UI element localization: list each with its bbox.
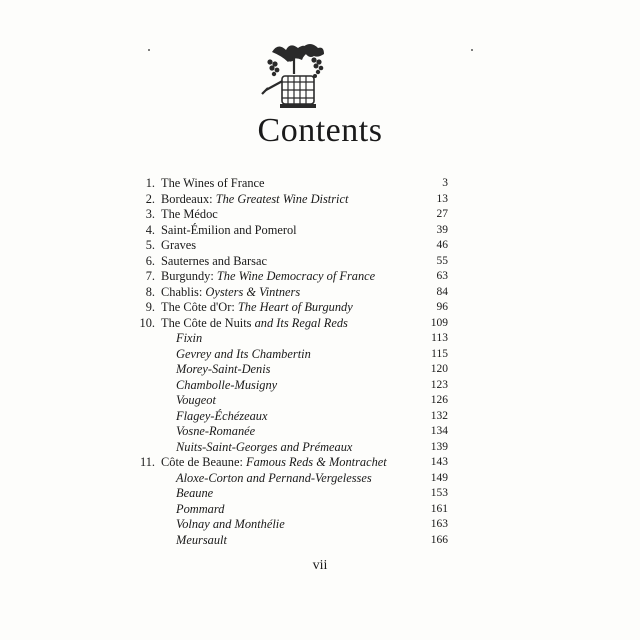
toc-entry-title-text: The Côte d'Or: (161, 300, 238, 314)
toc-entry-title-text: Beaune (176, 486, 214, 500)
toc-entry-title (161, 254, 267, 270)
toc-entry-subtitle: Famous Reds & Montrachet (246, 455, 387, 469)
table-of-contents (130, 176, 448, 548)
toc-entry-title (176, 409, 268, 425)
toc-entry-page-number: 153 (430, 487, 448, 499)
toc-subentry[interactable] (130, 533, 448, 549)
toc-entry-title (161, 192, 348, 208)
toc-entry-number: 1. (145, 176, 155, 190)
toc-entry-title-text: Burgundy: (161, 269, 217, 283)
toc-subentry[interactable] (130, 393, 448, 409)
toc-entry-number: 9. (145, 300, 155, 314)
toc-entry-number: 5. (145, 238, 155, 252)
toc-subentry[interactable] (130, 424, 448, 440)
toc-entry-title-text: Sauternes and Barsac (161, 253, 267, 268)
toc-entry-number: 3. (145, 207, 155, 221)
toc-entry-title (161, 455, 387, 471)
toc-entry-page-number: 123 (430, 378, 448, 391)
toc-entry[interactable] (130, 238, 448, 254)
toc-entry-title (176, 471, 372, 487)
toc-subentry[interactable] (130, 471, 448, 487)
toc-entry-title-text: Chablis: (161, 284, 206, 299)
toc-entry-title-text: The Côte de Nuits (161, 315, 255, 330)
toc-entry-title-text: Nuits-Saint-Georges and Prémeaux (176, 439, 353, 454)
toc-subentry[interactable] (130, 331, 448, 347)
toc-entry-title-text: Vosne-Romanée (176, 424, 256, 438)
toc-entry-title-text: Aloxe-Corton and Pernand-Vergelesses (176, 470, 372, 485)
wine-press-vignette-icon (258, 40, 330, 110)
toc-entry-page-number: 27 (436, 208, 448, 220)
toc-entry-title (161, 269, 375, 285)
toc-entry-title-text: Gevrey and Its Chambertin (176, 346, 311, 361)
toc-entry[interactable] (130, 207, 448, 223)
toc-entry-number: 2. (145, 191, 155, 206)
toc-entry-title (176, 424, 255, 440)
toc-entry-subtitle: and Its Regal Reds (254, 315, 348, 330)
toc-entry[interactable] (130, 223, 448, 239)
toc-entry-title-text: Côte de Beaune: (161, 455, 246, 469)
toc-entry-title (161, 223, 297, 239)
toc-entry-page-number: 120 (430, 363, 448, 375)
toc-entry-page-number: 3 (442, 177, 448, 189)
toc-entry-title-text: Vougeot (176, 393, 216, 407)
toc-subentry[interactable] (130, 378, 448, 394)
toc-entry-title (161, 238, 196, 254)
toc-entry-title (176, 347, 311, 363)
toc-entry-page-number: 113 (431, 332, 448, 344)
toc-entry-title (176, 393, 216, 409)
toc-entry-page-number: 96 (436, 301, 448, 313)
toc-entry-title (161, 285, 300, 301)
toc-entry[interactable] (130, 300, 448, 316)
toc-entry-number: 10. (139, 315, 155, 330)
toc-entry-title-text: Graves (161, 238, 197, 252)
toc-entry[interactable] (130, 192, 448, 208)
toc-entry-title-text: Meursault (176, 532, 227, 547)
toc-entry-title-text: The Médoc (161, 207, 218, 221)
toc-entry-page-number: 13 (436, 192, 448, 205)
toc-entry-title (176, 502, 224, 518)
toc-entry[interactable] (130, 176, 448, 192)
toc-entry-page-number: 39 (436, 223, 448, 236)
toc-entry-title-text: Morey-Saint-Denis (176, 362, 271, 376)
toc-entry-title-text: The Wines of France (161, 176, 265, 190)
toc-subentry[interactable] (130, 517, 448, 533)
toc-entry-title (176, 517, 285, 533)
toc-entry-title-text: Flagey-Échézeaux (176, 408, 268, 423)
toc-entry-title-text: Bordeaux: (161, 191, 216, 206)
toc-subentry[interactable] (130, 486, 448, 502)
toc-entry-number: 7. (145, 269, 155, 283)
page-speck (148, 49, 150, 51)
toc-subentry[interactable] (130, 440, 448, 456)
toc-entry[interactable] (130, 455, 448, 471)
toc-entry-page-number: 149 (430, 471, 448, 484)
toc-subentry[interactable] (130, 347, 448, 363)
toc-entry[interactable] (130, 254, 448, 270)
toc-entry-title-text: Fixin (176, 331, 203, 345)
toc-entry-page-number: 84 (436, 285, 448, 298)
toc-entry-title-text: Pommard (176, 501, 225, 516)
toc-entry-page-number: 166 (430, 533, 448, 546)
toc-entry-title (176, 331, 202, 347)
toc-entry-title (161, 316, 348, 332)
toc-entry-page-number: 55 (436, 254, 448, 267)
toc-entry-title (176, 362, 271, 378)
page-speck (471, 49, 473, 51)
toc-entry-page-number: 132 (430, 409, 448, 422)
toc-entry-subtitle: Oysters & Vintners (205, 284, 301, 299)
toc-entry-title (176, 486, 213, 502)
page-folio: vii (312, 558, 328, 573)
page-title: Contents (257, 112, 383, 149)
toc-subentry[interactable] (130, 409, 448, 425)
toc-entry[interactable] (130, 316, 448, 332)
toc-subentry[interactable] (130, 362, 448, 378)
toc-entry-page-number: 161 (430, 502, 448, 515)
toc-entry-page-number: 46 (436, 239, 448, 251)
toc-entry-number: 4. (145, 222, 155, 237)
toc-entry-page-number: 143 (430, 456, 448, 468)
toc-entry-page-number: 163 (430, 518, 448, 530)
toc-entry-title (161, 207, 218, 223)
toc-entry-page-number: 115 (431, 347, 448, 360)
toc-entry-title (176, 533, 227, 549)
toc-entry-number: 11. (139, 455, 155, 469)
toc-entry-title-text: Saint-Émilion and Pomerol (161, 222, 297, 237)
toc-subentry[interactable] (130, 502, 448, 518)
toc-entry-number: 8. (145, 284, 155, 299)
toc-entry-title (176, 440, 352, 456)
toc-entry-title (161, 300, 353, 316)
toc-entry-page-number: 134 (430, 425, 448, 437)
toc-entry-page-number: 109 (430, 316, 448, 329)
toc-entry-page-number: 126 (430, 394, 448, 406)
toc-entry-title (176, 378, 277, 394)
toc-entry-title (161, 176, 265, 192)
toc-entry-page-number: 139 (430, 440, 448, 453)
toc-entry-number: 6. (145, 253, 155, 268)
toc-entry-page-number: 63 (436, 270, 448, 282)
toc-entry-title-text: Volnay and Monthélie (176, 517, 285, 531)
toc-entry[interactable] (130, 285, 448, 301)
toc-entry-subtitle: The Heart of Burgundy (237, 300, 353, 314)
toc-entry[interactable] (130, 269, 448, 285)
toc-entry-title-text: Chambolle-Musigny (176, 377, 278, 392)
toc-entry-subtitle: The Wine Democracy of France (216, 269, 376, 283)
toc-entry-subtitle: The Greatest Wine District (215, 191, 349, 206)
